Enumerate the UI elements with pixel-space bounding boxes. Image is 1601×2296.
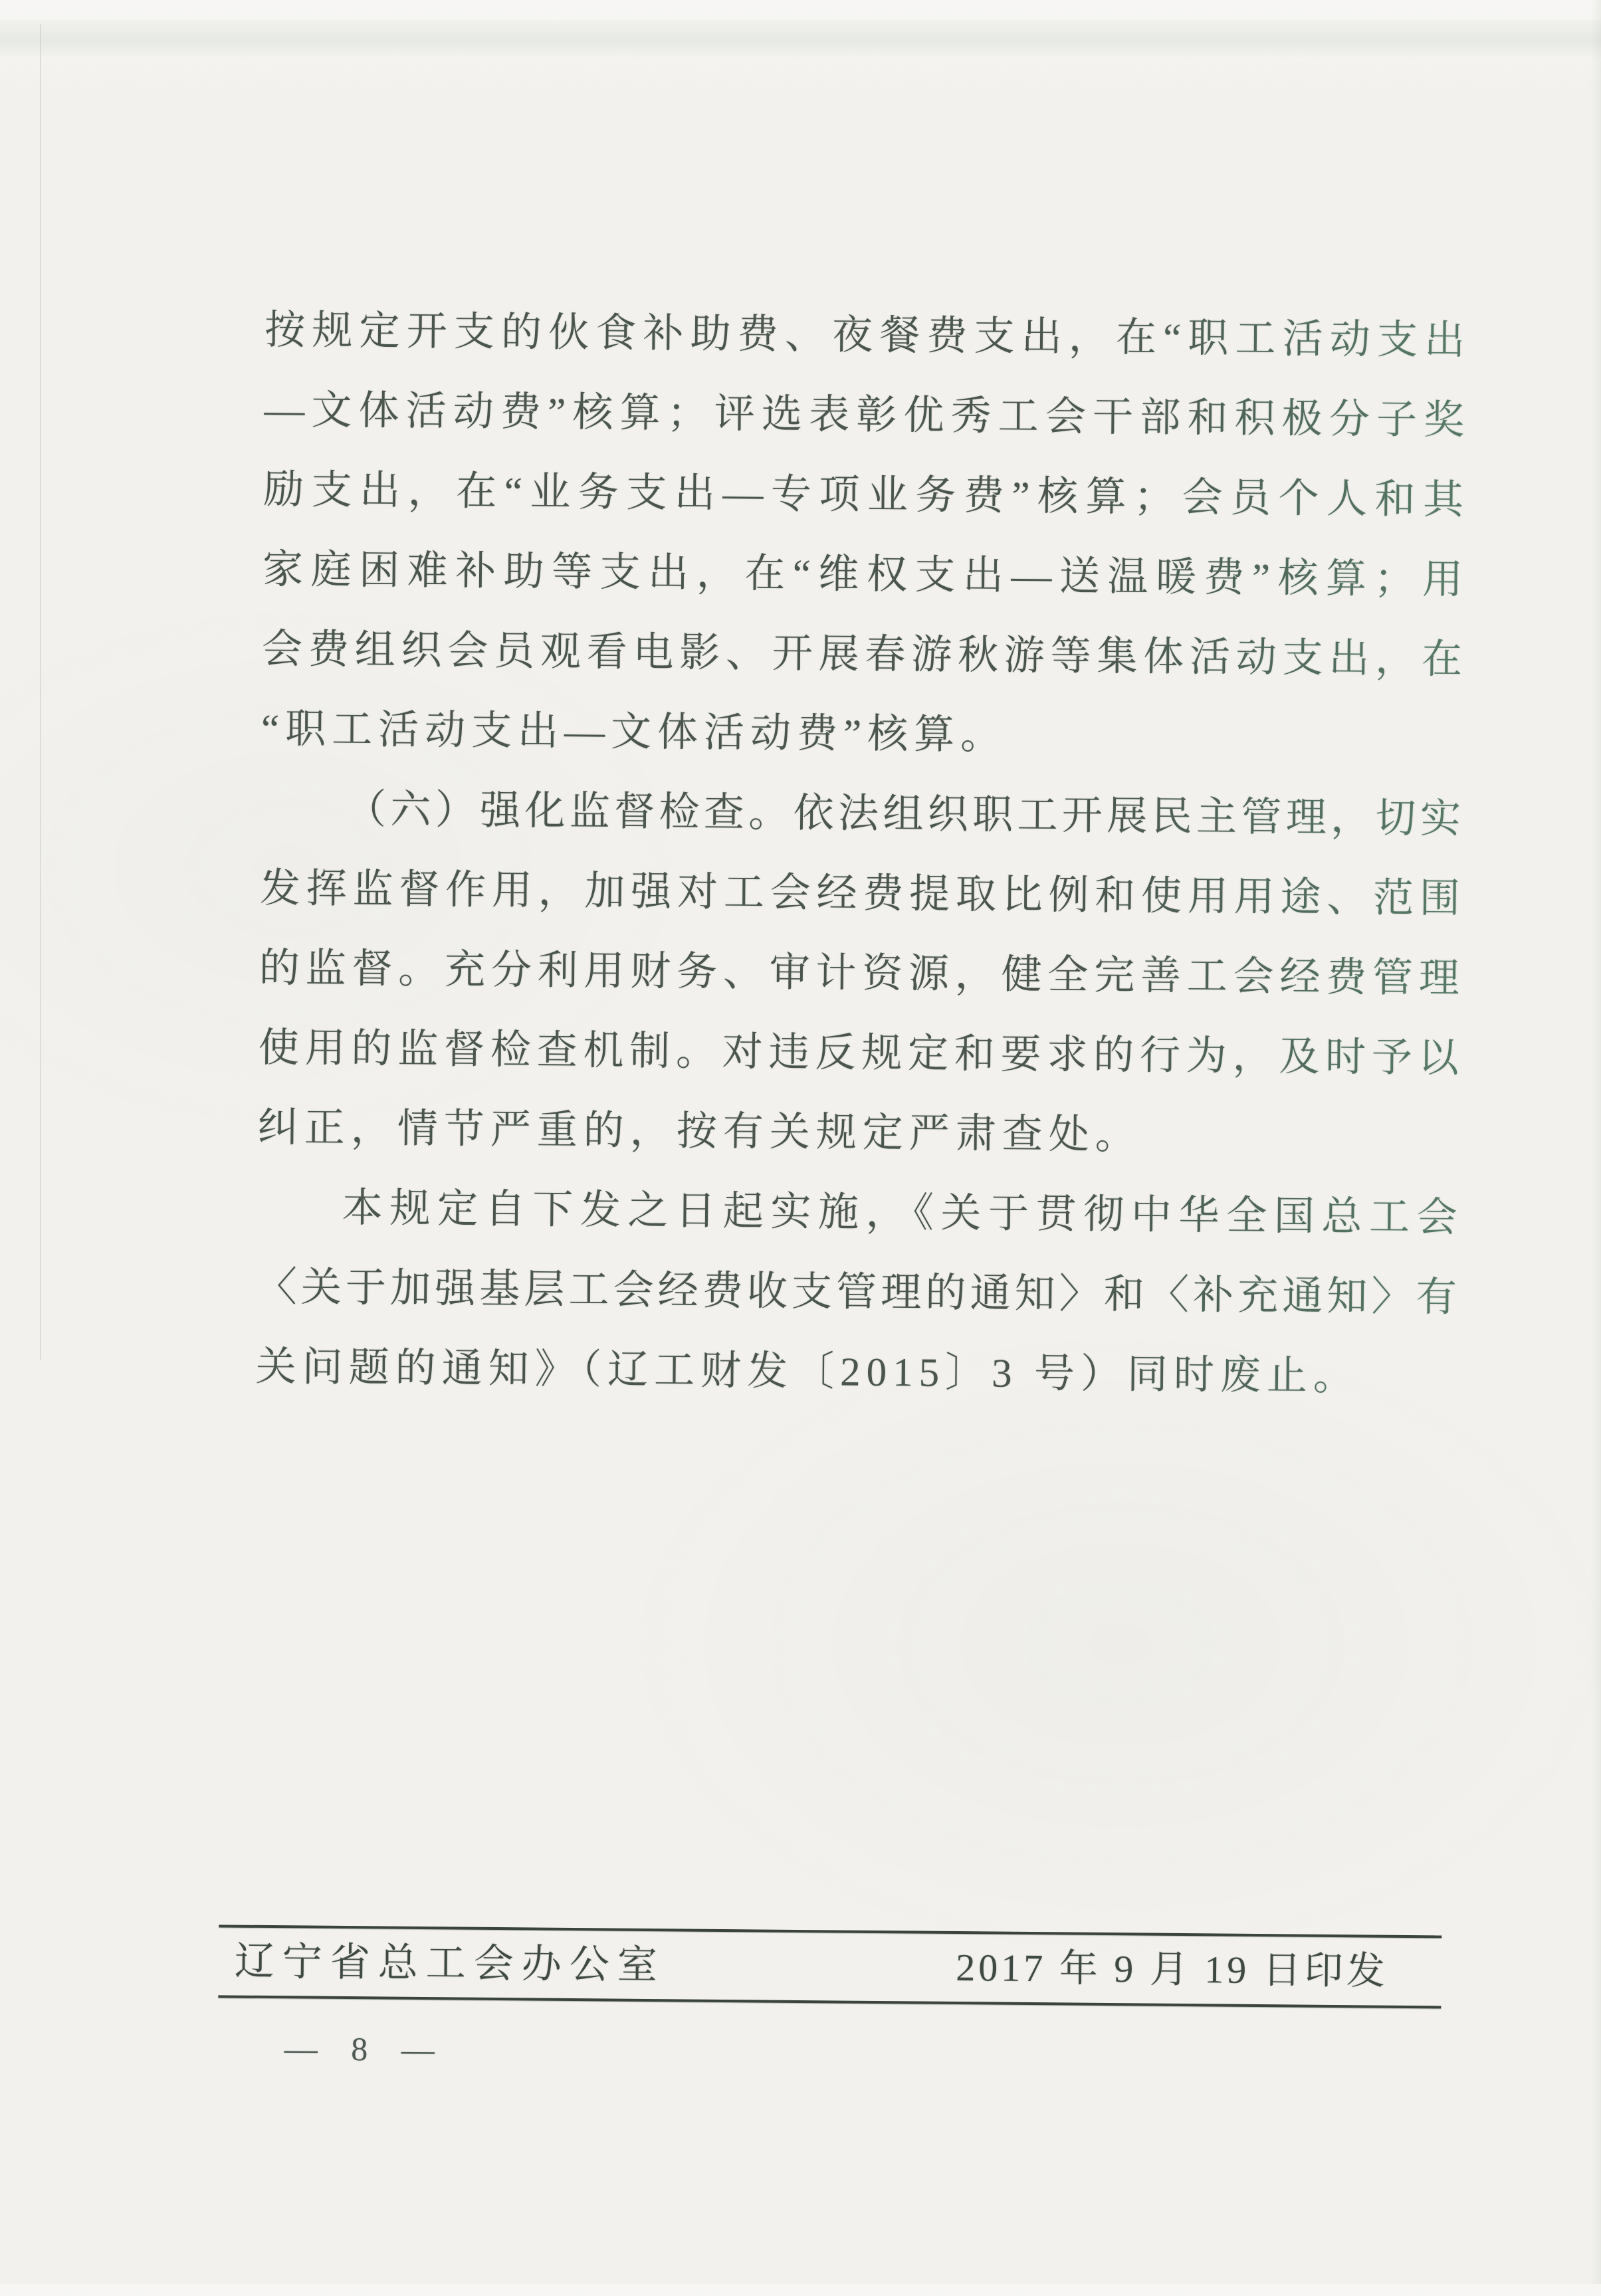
document-body: [255, 291, 1468, 1418]
body-text-line: —文体活动费”核算；评选表彰优秀工会干部和积极分子奖: [264, 371, 1467, 461]
footer-print-date: 2017 年 9 月 19 日印发: [956, 1946, 1389, 1993]
body-text-line: 家庭困难补助等支出，在“维权支出—送温暖费”核算；用: [263, 530, 1466, 621]
body-text-line: 的监督。充分利用财务、审计资源，健全完善工会经费管理: [259, 929, 1462, 1019]
body-text-line: 发挥监督作用，加强对工会经费提取比例和使用用途、范围: [259, 849, 1463, 940]
body-text-line: 纠正，情节严重的，按有关规定严肃查处。: [257, 1089, 1461, 1179]
body-text-line: 会费组织会员观看电影、开展春游秋游等集体活动支出，在: [262, 610, 1465, 700]
body-text-line: （六）强化监督检查。依法组织职工开展民主管理，切实: [260, 770, 1463, 860]
body-text-line: 关问题的通知》（辽工财发〔2015〕3 号）同时废止。: [255, 1328, 1459, 1418]
body-text-line: “职工活动支出—文体活动费”核算。: [261, 690, 1465, 780]
footer: [218, 1927, 1441, 2006]
body-text-line: 〈关于加强基层工会经费收支管理的通知〉和〈补充通知〉有: [256, 1248, 1459, 1338]
body-text-line: 使用的监督检查机制。对违反规定和要求的行为，及时予以: [258, 1009, 1461, 1099]
footer-issuer: 辽宁省总工会办公室: [234, 1939, 666, 1988]
body-text-line: 本规定自下发之日起实施，《关于贯彻中华全国总工会: [257, 1168, 1460, 1259]
body-text-line: 励支出，在“业务支出—专项业务费”核算；会员个人和其: [263, 451, 1467, 541]
body-text-line: 按规定开支的伙食补助费、夜餐费支出，在“职工活动支出: [265, 291, 1468, 381]
page-number: — 8 —: [284, 2030, 436, 2069]
